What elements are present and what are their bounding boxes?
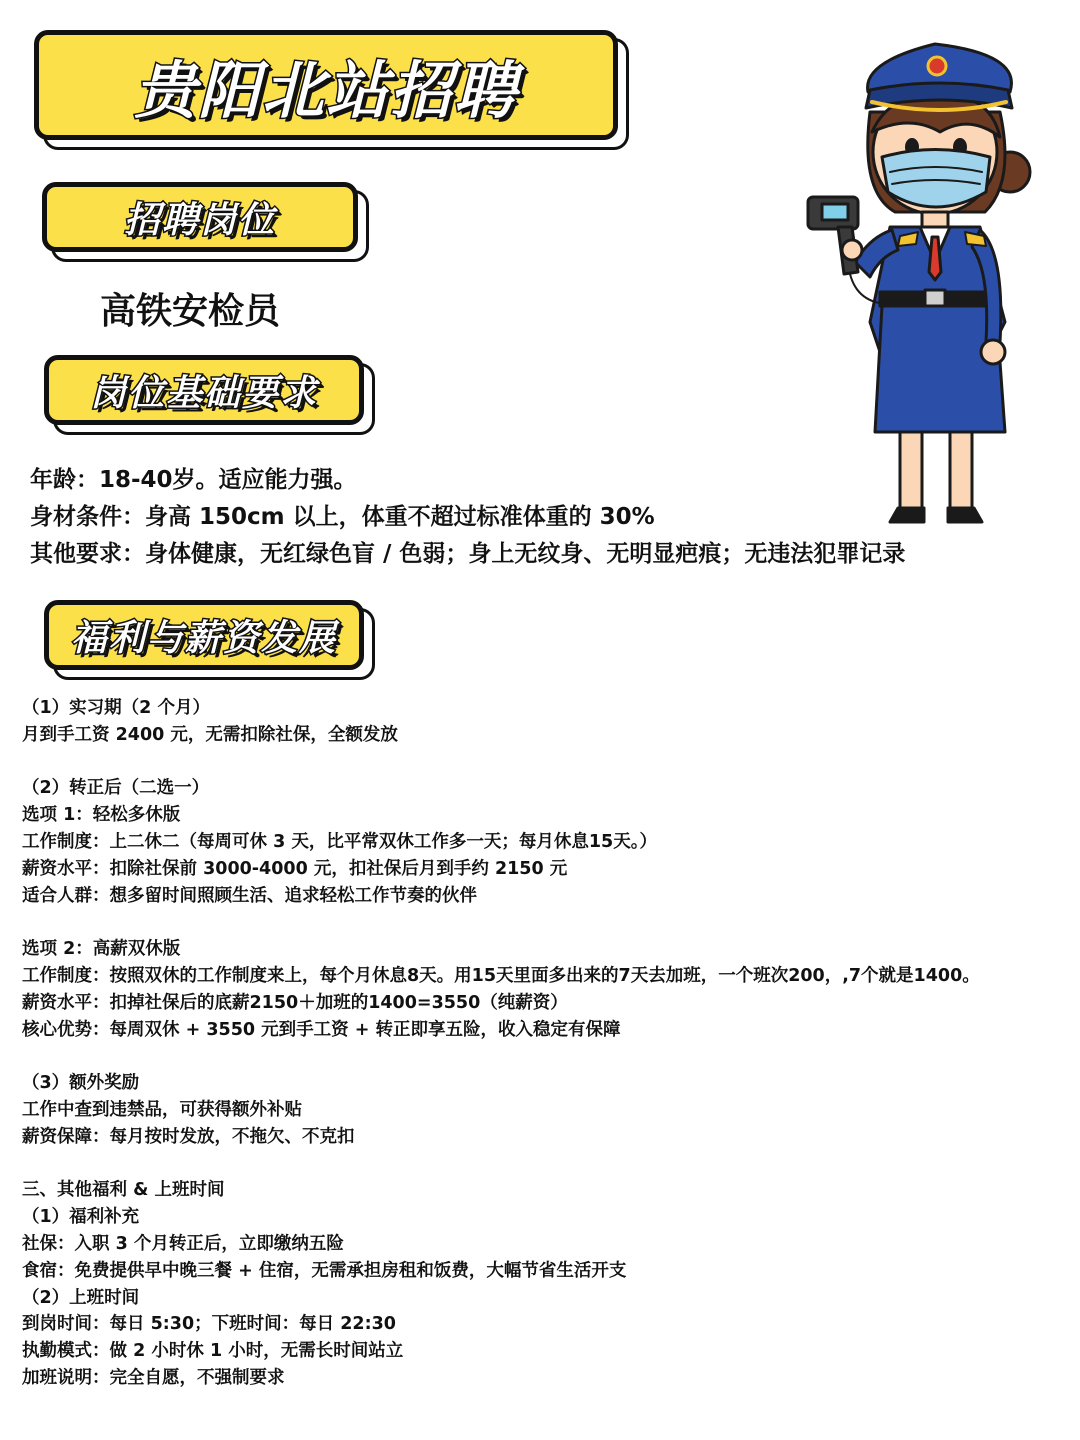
position-name: 高铁安检员 bbox=[100, 291, 281, 332]
details-list bbox=[22, 695, 980, 1392]
detail-line: 选项 2：高薪双休版 bbox=[22, 939, 181, 960]
detail-line: 到岗时间：每日 5:30；下班时间：每日 22:30 bbox=[22, 1314, 396, 1335]
detail-line: 工作制度：上二休二（每周可休 3 天，比平常双休工作多一天；每月休息15天。） bbox=[22, 831, 657, 852]
detail-line: 执勤模式：做 2 小时休 1 小时，无需长时间站立 bbox=[22, 1341, 404, 1362]
detail-line: 月到手工资 2400 元，无需扣除社保，全额发放 bbox=[22, 724, 398, 745]
benefits-header: 福利与薪资发展 bbox=[70, 617, 337, 659]
security-officer-illustration bbox=[800, 22, 1040, 532]
requirement-other: 其他要求：身体健康，无红绿色盲 / 色弱；身上无纹身、无明显疤痕；无违法犯罪记录 bbox=[30, 541, 906, 567]
detail-line: 工作中查到违禁品，可获得额外补贴 bbox=[22, 1099, 302, 1120]
detail-line bbox=[22, 1043, 980, 1070]
requirement-age: 年龄：18-40岁。适应能力强。 bbox=[30, 467, 357, 493]
page-title: 贵阳北站招聘 bbox=[133, 53, 518, 127]
detail-line bbox=[22, 909, 980, 936]
detail-line: 社保：入职 3 个月转正后，立即缴纳五险 bbox=[22, 1233, 344, 1254]
detail-line: （3）额外奖励 bbox=[22, 1073, 140, 1094]
detail-line bbox=[22, 749, 980, 776]
detail-line: 三、其他福利 & 上班时间 bbox=[22, 1180, 225, 1201]
detail-line: （2）上班时间 bbox=[22, 1287, 140, 1308]
requirement-body: 身材条件：身高 150cm 以上，体重不超过标准体重的 30% bbox=[30, 504, 655, 530]
position-header: 招聘岗位 bbox=[123, 199, 276, 241]
benefits-header-banner bbox=[44, 600, 364, 670]
detail-line: 食宿：免费提供早中晚三餐 + 住宿，无需承担房租和饭费，大幅节省生活开支 bbox=[22, 1260, 627, 1281]
detail-line: 选项 1：轻松多休版 bbox=[22, 805, 181, 826]
detail-line bbox=[22, 1151, 980, 1178]
requirements-header: 岗位基础要求 bbox=[89, 372, 318, 414]
detail-line: 适合人群：想多留时间照顾生活、追求轻松工作节奏的伙伴 bbox=[22, 885, 477, 906]
detail-line: 核心优势：每周双休 + 3550 元到手工资 + 转正即享五险，收入稳定有保障 bbox=[22, 1019, 621, 1040]
detail-line: （1）实习期（2 个月） bbox=[22, 698, 210, 718]
detail-line: 薪资保障：每月按时发放，不拖欠、不克扣 bbox=[22, 1126, 355, 1147]
requirements-list bbox=[30, 462, 905, 573]
position-header-banner bbox=[42, 182, 358, 252]
detail-line: 工作制度：按照双休的工作制度来上，每个月休息8天。用15天里面多出来的7天去加班，一个班次200，,7个就是1400。 bbox=[22, 965, 980, 986]
detail-line: 加班说明：完全自愿，不强制要求 bbox=[22, 1367, 285, 1388]
detail-line: （1）福利补充 bbox=[22, 1207, 140, 1228]
main-title-banner bbox=[34, 30, 618, 140]
detail-line: （2）转正后（二选一） bbox=[22, 778, 210, 799]
detail-line: 薪资水平：扣除社保前 3000-4000 元，扣社保后月到手约 2150 元 bbox=[22, 858, 568, 879]
requirements-header-banner bbox=[44, 355, 364, 425]
detail-line: 薪资水平：扣掉社保后的底薪2150＋加班的1400=3550（纯薪资） bbox=[22, 992, 568, 1013]
